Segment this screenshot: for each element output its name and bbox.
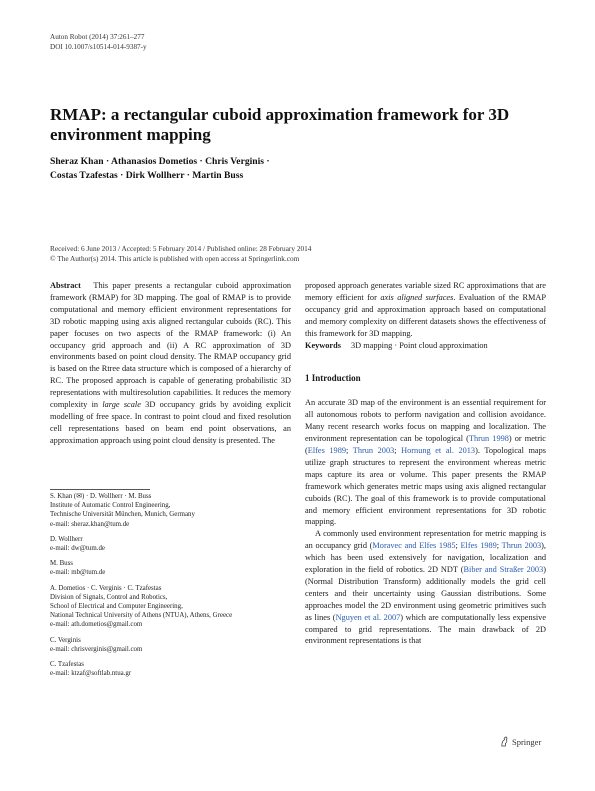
publication-dates <box>50 244 550 264</box>
section-heading-introduction: 1 Introduction <box>305 373 361 384</box>
abstract <box>50 280 291 447</box>
author-affiliations <box>50 492 295 684</box>
affiliation-line: National Technical University of Athens (NTUA), Athens, Greece <box>50 612 233 620</box>
abstract-emphasis: large scale <box>102 400 141 410</box>
abstract-label: Abstract <box>50 281 81 290</box>
body-text: A commonly used environment representation for metric mapping is an occupancy grid ( <box>305 529 546 551</box>
springer-horse-icon <box>500 736 509 747</box>
citation-link[interactable]: Hornung et al. 2013 <box>401 445 476 455</box>
email-link[interactable]: e-mail: chrisverginis@gmail.com <box>50 645 143 653</box>
citation-link[interactable]: Elfes 1989 <box>460 541 497 551</box>
authors-line-1: Sheraz Khan · Athanasios Dometios · Chris Verginis · <box>50 156 270 167</box>
affiliation-buss <box>50 559 295 577</box>
keywords-text: 3D mapping · Point cloud approximation <box>351 340 488 350</box>
affiliation-ntua <box>50 584 295 630</box>
affiliation-line: C. Verginis <box>50 636 81 644</box>
citation-link[interactable]: Elfes 1989 <box>307 445 347 455</box>
email-link[interactable]: e-mail: dw@tum.de <box>50 545 105 553</box>
abstract-text: This paper presents a rectangular cuboid approximation framework (RMAP) for 3D mapping. The goal of RMAP is to provide computational and memory efficient environment representations for 3D robotic mapping using axis aligned rectangular cuboids (RC). This paper focuses on two aspects of the RMAP framework: (i) An occupancy grid approach and (ii) A RC approximation of 3D environments based on point cloud density. The RMAP occupancy grid is based on the Rtree data structure which is composed of a hierarchy of RC. The proposed approach is capable of generating probabilistic 3D representations with multiresolution capabilities. It reduces the memory complexity in <box>50 281 291 410</box>
body-text: ; <box>496 541 502 551</box>
email-link[interactable]: e-mail: ath.dometios@gmail.com <box>50 621 143 629</box>
journal-header <box>50 33 147 52</box>
body-text: ; <box>346 445 353 455</box>
body-text: ; <box>455 541 461 551</box>
affiliation-line: C. Tzafestas <box>50 661 84 669</box>
copyright-notice: © The Author(s) 2014. This article is published with open access at Springerlink.com <box>50 254 300 263</box>
paper-title: RMAP: a rectangular cuboid approximation framework for 3D environment mapping <box>50 105 510 144</box>
citation-link[interactable]: Nguyen et al. 2007 <box>335 612 401 622</box>
email-link[interactable]: e-mail: sheraz.khan@tum.de <box>50 520 130 528</box>
body-text: ) which are computationally less expensive compared to grid representations. The main drawback of 2D environment representations is that <box>305 612 546 646</box>
abstract-column <box>50 280 291 447</box>
abstract-emphasis-2: axis aligned surfaces <box>380 292 454 302</box>
received-accepted-dates: Received: 6 June 2013 / Accepted: 5 February 2014 / Published online: 28 February 2014 <box>50 244 312 253</box>
body-text: ; <box>394 445 402 455</box>
intro-paragraph-1 <box>305 397 546 528</box>
abstract-continued <box>305 280 546 340</box>
affiliation-line: M. Buss <box>50 560 73 568</box>
intro-paragraph-2 <box>305 528 546 647</box>
affiliation-line: Technische Universität München, Munich, Germany <box>50 511 195 519</box>
affiliation-wollherr <box>50 535 295 553</box>
doi: DOI 10.1007/s10514-014-9387-y <box>50 42 147 51</box>
body-text: ) or metric ( <box>305 434 546 455</box>
journal-citation: Auton Robot (2014) 37:261–277 <box>50 33 145 41</box>
affiliation-line: Institute of Automatic Control Engineering, <box>50 502 171 510</box>
citation-link[interactable]: Thrun 1998 <box>468 434 509 444</box>
citation-link[interactable]: Thrun 2003 <box>501 541 542 551</box>
affiliation-line: S. Khan (✉) · D. Wollherr · M. Buss <box>50 493 152 500</box>
publisher-name: Springer <box>512 736 542 747</box>
affiliation-tzafestas <box>50 660 295 678</box>
publisher-footer <box>500 736 541 747</box>
email-link[interactable]: e-mail: mb@tum.de <box>50 569 106 577</box>
author-list <box>50 155 530 183</box>
authors-line-2: Costas Tzafestas · Dirk Wollherr · Martin Buss <box>50 170 244 181</box>
citation-link[interactable]: Biber and Straßer 2003 <box>463 565 544 575</box>
footnote-divider <box>50 489 150 490</box>
citation-link[interactable]: Moravec and Elfes 1985 <box>372 541 456 551</box>
citation-link[interactable]: Thrun 2003 <box>352 445 395 455</box>
abstract-text-3: proposed approach generates variable sized RC approximations that are memory efficient for <box>305 281 546 302</box>
body-text: ). Topological maps utilize graph structures to represent the environment whereas metric maps capture its area or volume. This paper presents the RMAP framework which generates metric maps using axis aligned rectangular cuboids (RC). The goal of this framework is to provide computational and memory efficient environment representations for 3D robotic mapping. <box>305 445 546 527</box>
email-link[interactable]: e-mail: ktzaf@softlab.ntua.gr <box>50 670 132 678</box>
body-text: ) (Normal Distribution Transform) additionally models the grid cell centers and their uncertainty using Gaussian distributions. Some approaches model the 2D environment using geometric primitives such as lines ( <box>305 565 546 622</box>
body-text: ), which has been used extensively for navigation, localization and exploration in the field of robotics. 2D NDT ( <box>305 541 547 575</box>
body-text: An accurate 3D map of the environment is an essential requirement for all autonomous robots to perform navigation and collision avoidance. Many recent research works focus on mapping and localization. The environment representation can be topological ( <box>305 398 546 444</box>
abstract-text-4: . Evaluation of the RMAP occupancy grid and approximation approach based on computational and memory complexity on different datasets shows the effectiveness of this framework for 3D mapping. <box>305 292 546 338</box>
affiliation-line: D. Wollherr <box>50 535 83 543</box>
abstract-text-2: 3D occupancy grids by avoiding explicit modelling of free space. In contrast to point cloud and fixed resolution cell representations based on beam end point observations, an approximation approach using point cloud density is presented. The <box>50 400 291 445</box>
affiliation-line: Division of Signals, Control and Robotics, <box>50 593 168 601</box>
keywords-label: Keywords <box>305 340 341 350</box>
affiliation-tum <box>50 492 295 529</box>
right-column <box>305 280 546 647</box>
affiliation-line: A. Dometios · C. Verginis · C. Tzafestas <box>50 584 162 592</box>
affiliation-verginis <box>50 636 295 654</box>
keywords <box>305 340 546 352</box>
affiliation-line: School of Electrical and Computer Engineering, <box>50 603 183 611</box>
